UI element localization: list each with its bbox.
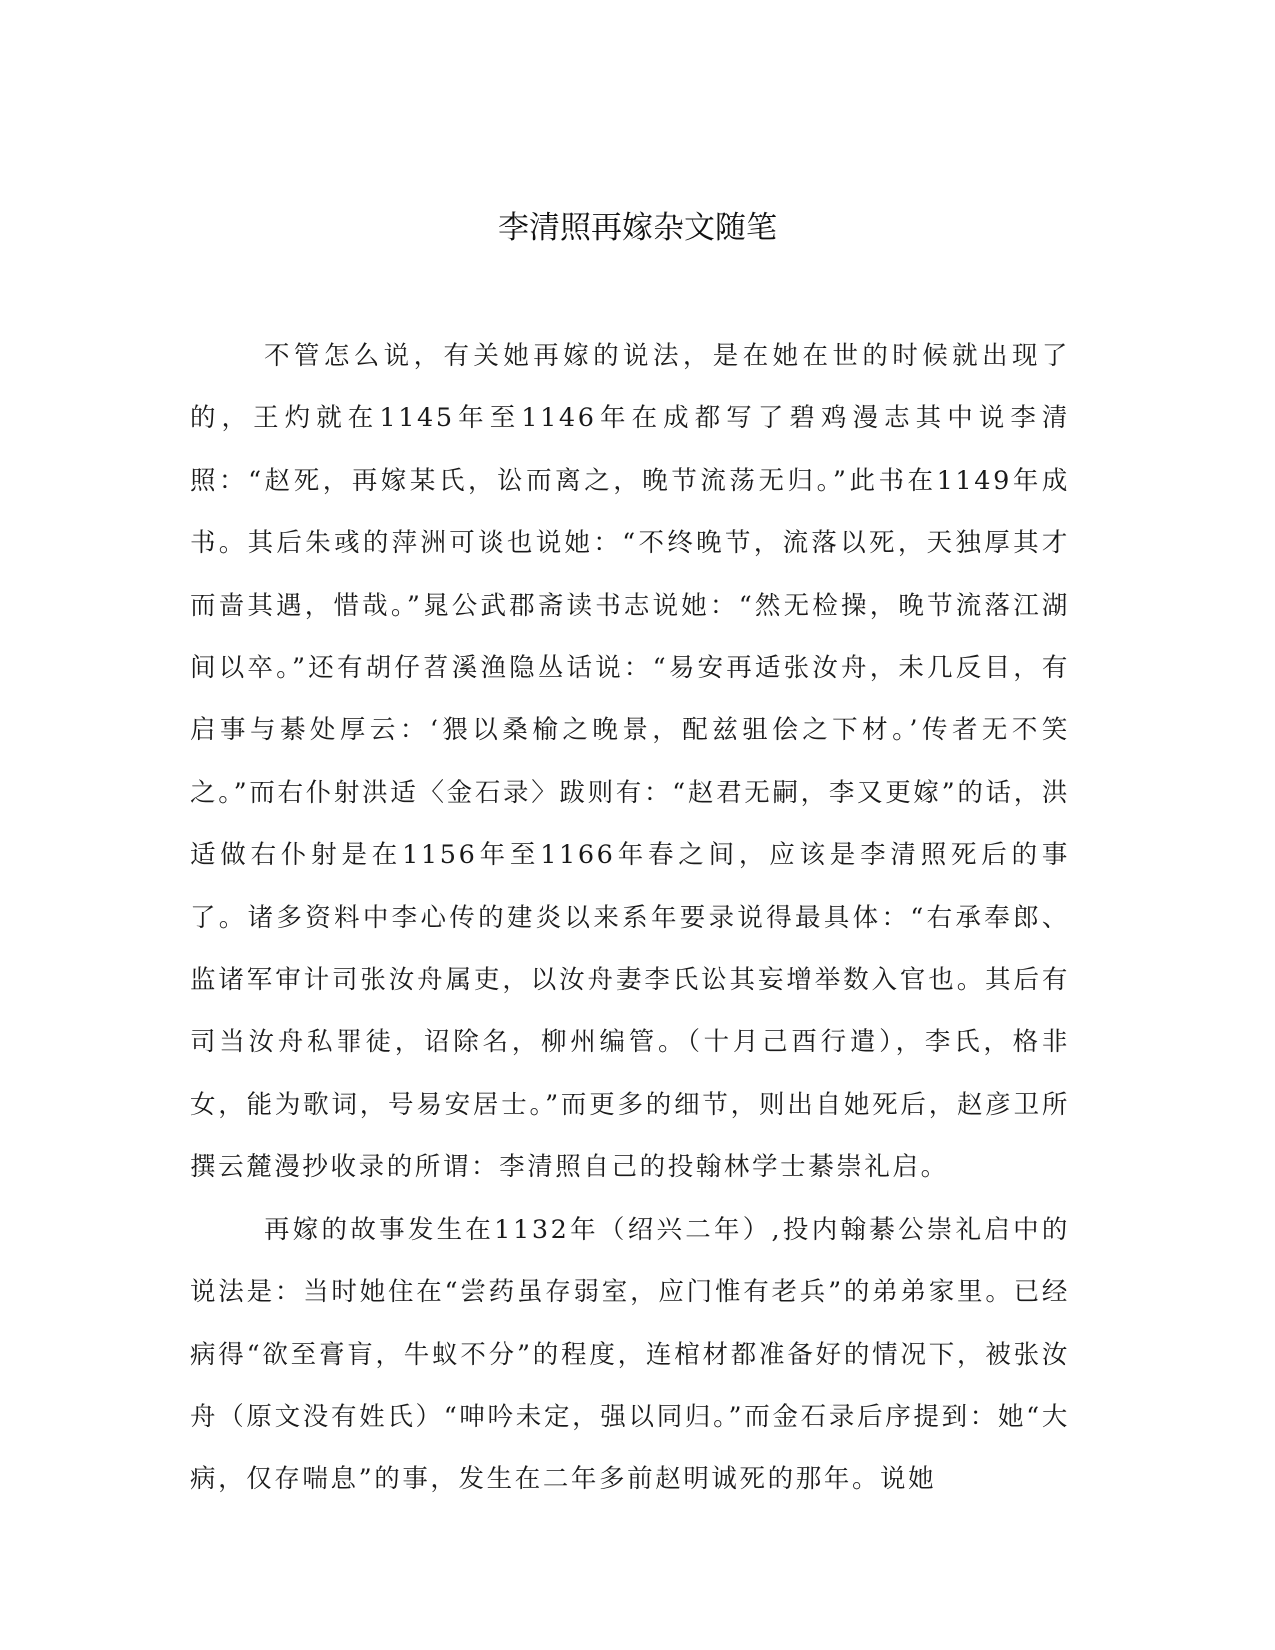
- document-title: 李清照再嫁杂文随笔: [498, 210, 777, 246]
- paragraph-2: 再嫁的故事发生在1132年（绍兴二年）,投内翰綦公崇礼启中的说法是：当时她住在“尝药虽存弱室，应门惟有老兵”的弟弟家里。已经病得“欲至膏肓，牛蚁不分”的程度，连棺材都准备好的情况下，被张汝舟（原文没有姓氏）“呻吟未定，强以同归。”而金石录后序提到：她“大病，仅存喘息”的事，发生在二年多前赵明诚死的那年。说她: [190, 1214, 1070, 1495]
- document-body: [190, 325, 1070, 1511]
- paragraph-1: 不管怎么说，有关她再嫁的说法，是在她在世的时候就出现了的，王灼就在1145年至1146年在成都写了碧鸡漫志其中说李清照：“赵死，再嫁某氏，讼而离之，晚节流荡无归。”此书在1149年成书。其后朱彧的萍洲可谈也说她：“不终晚节，流落以死，天独厚其才而啬其遇，惜哉。”晁公武郡斋读书志说她：“然无检操，晚节流落江湖间以卒。”还有胡仔苕溪渔隐丛话说：“易安再适张汝舟，未几反目，有启事与綦处厚云：‘猥以桑榆之晚景，配兹驵侩之下材。’传者无不笑之。”而右仆射洪适〈金石录〉跋则有：“赵君无嗣，李又更嫁”的话，洪适做右仆射是在1156年至1166年春之间，应该是李清照死后的事了。诸多资料中李心传的建炎以来系年要录说得最具体：“右承奉郎、监诸军审计司张汝舟属吏，以汝舟妻李氏讼其妄增举数入官也。其后有司当汝舟私罪徒，诏除名，柳州编管。（十月己酉行遣），李氏，格非女，能为歌词，号易安居士。”而更多的细节，则出自她死后，赵彦卫所撰云麓漫抄收录的所谓：李清照自己的投翰林学士綦崇礼启。: [190, 341, 1070, 1183]
